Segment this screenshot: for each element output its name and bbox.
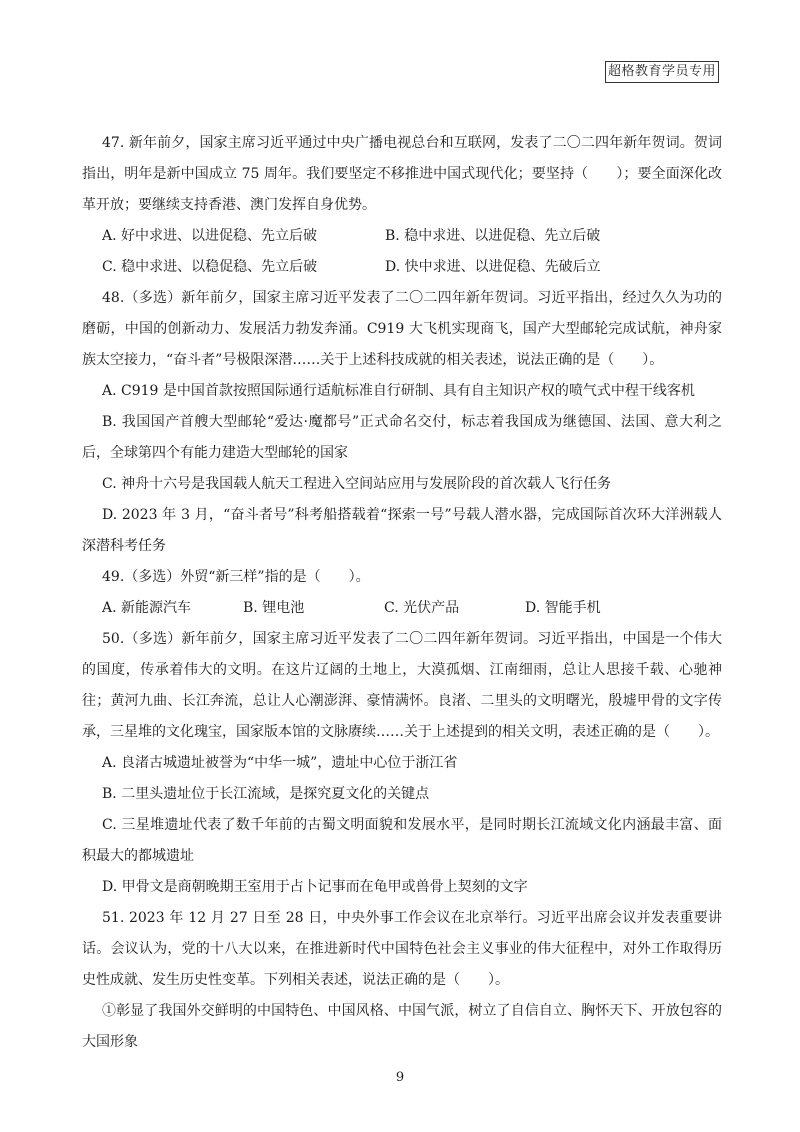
- question-47-stem: 47. 新年前夕，国家主席习近平通过中央广播电视总台和互联网，发表了二〇二四年新年贺词。贺词指出，明年是新中国成立 75 周年。我们要坚定不移推进中国式现代化；要坚持（ ）；要全面深化改革开放；要继续支持香港、澳门发挥自身优势。: [82, 135, 722, 213]
- question-47-options-row-2: [82, 252, 722, 283]
- question-48-option-b: B. 我国国产首艘大型邮轮“爱达·魔都号”正式命名交付，标志着我国成为继德国、法国、意大利之后，全球第四个有能力建造大型邮轮的国家: [82, 414, 722, 461]
- page-number: 9: [395, 1070, 405, 1085]
- question-47-option-a: A. 好中求进、以进促稳、先立后破: [102, 228, 318, 244]
- question-51-stem: 51. 2023 年 12 月 27 日至 28 日，中央外事工作会议在北京举行。习近平出席会议并发表重要讲话。会议认为，党的十八大以来，在推进新时代中国特色社会主义事业的伟大征程中，对外工作取得历史性成就、发生历史性变革。下列相关表述，说法正确的是（ ）。: [82, 910, 722, 988]
- question-49-stem: 49.（多选）外贸“新三样”指的是（ ）。: [102, 569, 370, 585]
- question-49-option-b: B. 锂电池: [243, 600, 305, 616]
- student-exclusive-badge: 超格教育学员专用: [605, 61, 719, 83]
- question-50-option-d: D. 甲骨文是商朝晚期王室用于占卜记事而在龟甲或兽骨上契刻的文字: [102, 879, 528, 895]
- question-50-stem: 50.（多选）新年前夕，国家主席习近平发表了二〇二四年新年贺词。习近平指出，中国是一个伟大的国度，传承着伟大的文明。在这片辽阔的土地上，大漠孤烟、江南细雨，总让人思接千载、心驰神往；黄河九曲、长江奔流，总让人心潮澎湃、豪情满怀。良渚、二里头的文明曙光，殷墟甲骨的文字传承，三星堆的文化瑰宝，国家版本馆的文脉赓续……关于上述提到的相关文明，表述正确的是（ ）。: [82, 631, 722, 740]
- question-49-option-a: A. 新能源汽车: [102, 600, 192, 616]
- question-47-option-d: D. 快中求进、以进促稳、先破后立: [385, 259, 601, 275]
- question-47-option-c: C. 稳中求进、以稳促稳、先立后破: [102, 259, 318, 275]
- question-list: [82, 128, 722, 1058]
- question-50-option-c: C. 三星堆遗址代表了数千年前的古蜀文明面貌和发展水平，是同时期长江流域文化内涵最丰富、面积最大的都城遗址: [82, 817, 722, 864]
- question-50-option-b: B. 二里头遗址位于长江流域，是探究夏文化的关键点: [102, 786, 430, 802]
- question-48-option-a: A. C919 是中国首款按照国际通行适航标准自行研制、具有自主知识产权的喷气式中程干线客机: [102, 383, 695, 399]
- question-48-option-d: D. 2023 年 3 月，“奋斗者号”科考船搭载着“探索一号”号载人潜水器，完成国际首次环大洋洲载人深潜科考任务: [82, 507, 722, 554]
- question-48-option-c: C. 神舟十六号是我国载人航天工程进入空间站应用与发展阶段的首次载人飞行任务: [102, 476, 612, 492]
- question-49-option-d: D. 智能手机: [525, 600, 601, 616]
- question-47-option-b: B. 稳中求进、以进促稳、先立后破: [385, 228, 601, 244]
- question-48-stem: 48.（多选）新年前夕，国家主席习近平发表了二〇二四年新年贺词。习近平指出，经过久久为功的磨砺，中国的创新动力、发展活力勃发奔涌。C919 大飞机实现商飞，国产大型邮轮完成试航，神舟家族太空接力，“奋斗者”号极限深潜……关于上述科技成就的相关表述，说法正确的是（ ）。: [82, 290, 722, 368]
- question-49-options-row: [82, 593, 722, 624]
- question-51-item-1: ①彰显了我国外交鲜明的中国特色、中国风格、中国气派，树立了自信自立、胸怀天下、开放包容的大国形象: [82, 1003, 722, 1050]
- question-47-options-row-1: [82, 221, 722, 252]
- question-50-option-a: A. 良渚古城遗址被誉为“中华一城”，遗址中心位于浙江省: [102, 755, 458, 771]
- question-49-option-c: C. 光伏产品: [384, 600, 460, 616]
